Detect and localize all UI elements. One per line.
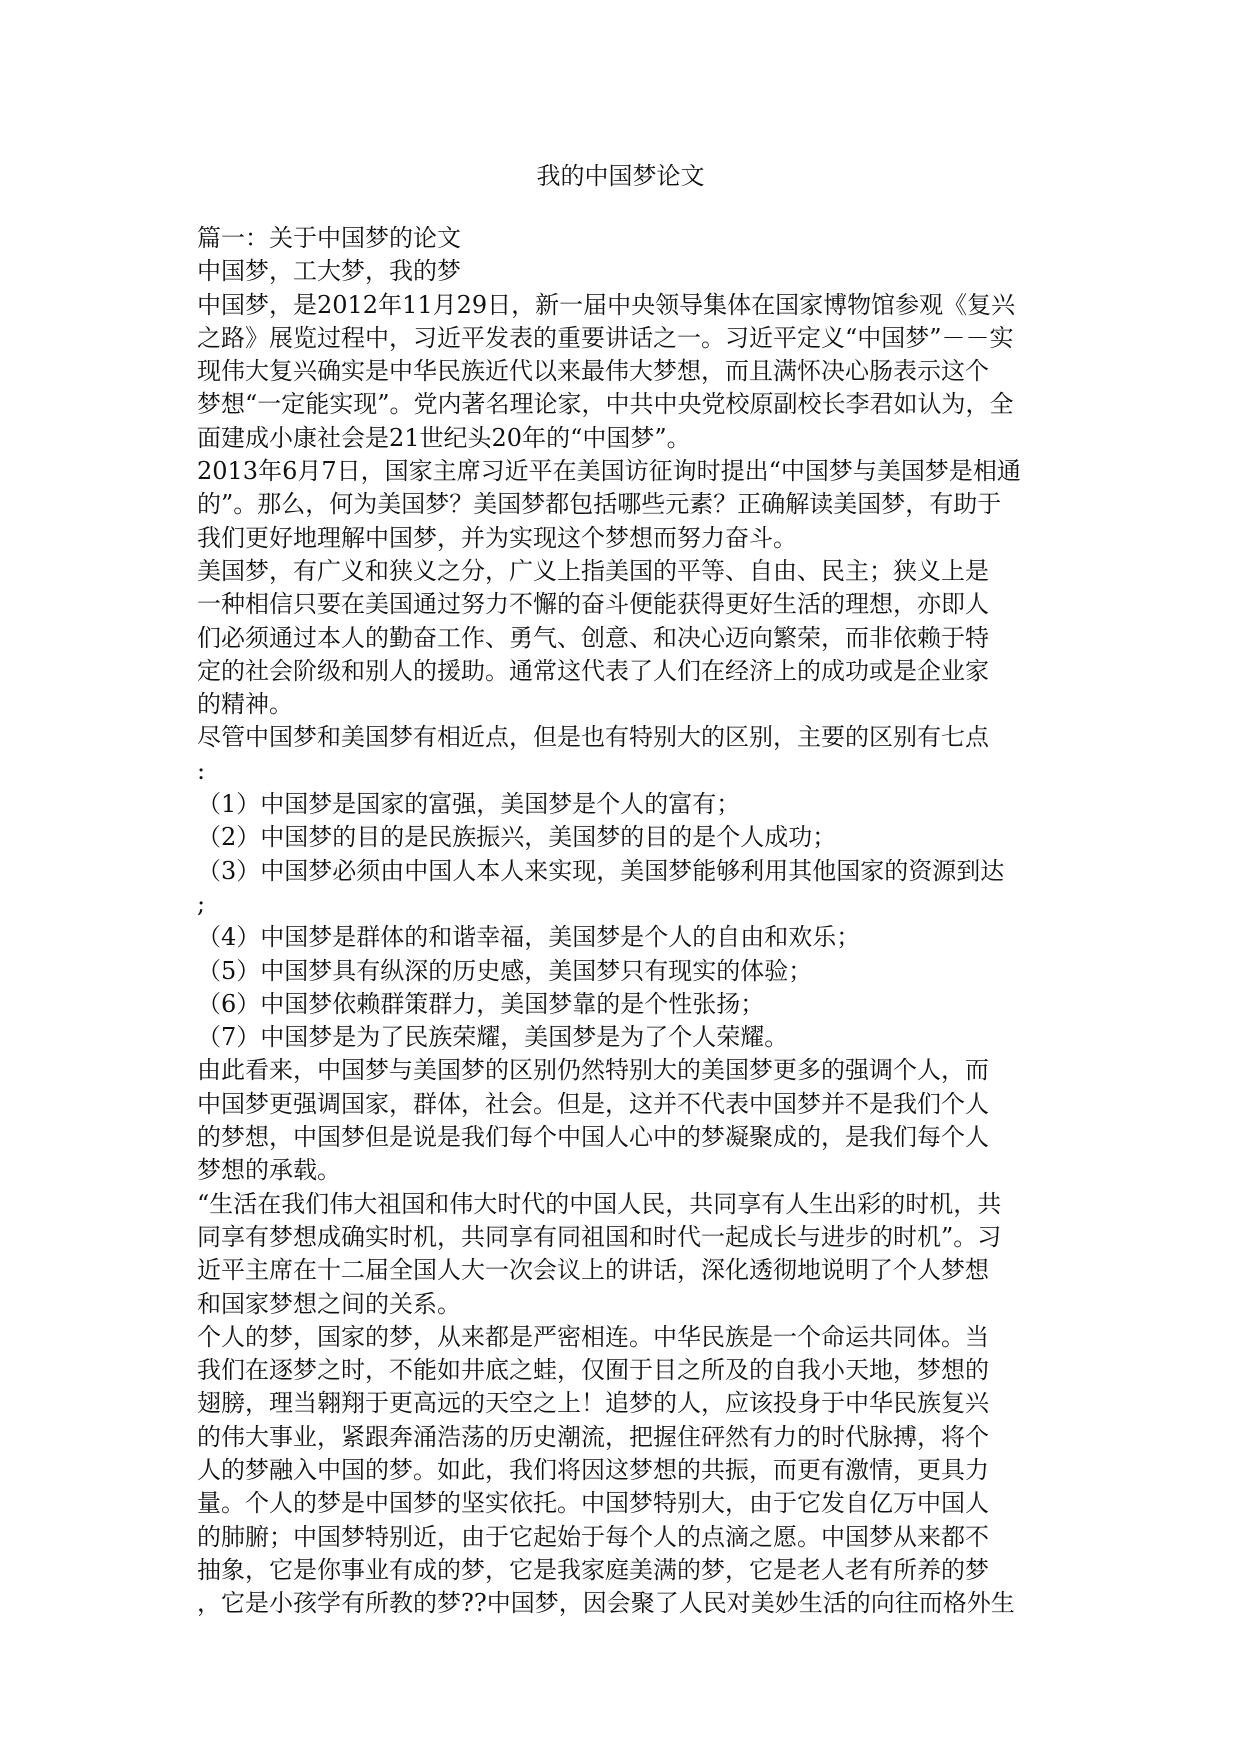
text-line: 美国梦，有广义和狭义之分，广义上指美国的平等、自由、民主；狭义上是	[197, 556, 989, 585]
text-line: 的肺腑；中国梦特别近，由于它起始于每个人的点滴之愿。中国梦从来都不	[197, 1522, 989, 1551]
text-line: 翅膀，理当翱翔于更高远的天空之上！追梦的人，应该投身于中华民族复兴	[197, 1389, 989, 1418]
text-line: （5）中国梦具有纵深的历史感，美国梦只有现实的体验；	[197, 956, 813, 985]
text-line: 中国梦更强调国家，群体，社会。但是，这并不代表中国梦并不是我们个人	[197, 1089, 989, 1118]
text-line: :	[197, 756, 206, 785]
text-line: 和国家梦想之间的关系。	[197, 1289, 461, 1318]
text-line: 现伟大复兴确实是中华民族近代以来最伟大梦想，而且满怀决心肠表示这个	[197, 357, 989, 386]
text-line: 定的社会阶级和别人的援助。通常这代表了人们在经济上的成功或是企业家	[197, 656, 989, 685]
text-line: ;	[197, 889, 206, 918]
text-line: 中国梦，工大梦，我的梦	[197, 257, 461, 286]
text-line: ，它是小孩学有所教的梦??中国梦，因会聚了人民对美妙生活的向往而格外生	[197, 1589, 1015, 1618]
text-line: 梦想“一定能实现”。党内著名理论家，中共中央党校原副校长李君如认为，全	[197, 390, 1014, 419]
text-line: 我们更好地理解中国梦，并为实现这个梦想而努力奋斗。	[197, 523, 797, 552]
text-line: （3）中国梦必须由中国人本人来实现，美国梦能够利用其他国家的资源到达	[197, 856, 1005, 885]
text-line: 我们在逐梦之时，不能如井底之蛙，仅囿于目之所及的自我小天地，梦想的	[197, 1356, 989, 1385]
text-line: 的”。那么，何为美国梦？美国梦都包括哪些元素？正确解读美国梦，有助于	[197, 490, 1002, 519]
text-line: （1）中国梦是国家的富强，美国梦是个人的富有；	[197, 790, 741, 819]
text-line: （4）中国梦是群体的和谐幸福，美国梦是个人的自由和欢乐；	[197, 923, 861, 952]
text-line: 篇一：关于中国梦的论文	[197, 224, 461, 252]
text-line: 面建成小康社会是21世纪头20年的“中国梦”。	[197, 423, 691, 452]
text-line: （6）中国梦依赖群策群力，美国梦靠的是个性张扬；	[197, 989, 765, 1018]
text-line: 尽管中国梦和美国梦有相近点，但是也有特别大的区别，主要的区别有七点	[197, 723, 989, 752]
text-line: 近平主席在十二届全国人大一次会议上的讲话，深化透彻地说明了个人梦想	[197, 1256, 989, 1285]
text-line: 的精神。	[197, 690, 293, 719]
text-line: 中国梦，是2012年11月29日，新一届中央领导集体在国家博物馆参观《复兴	[197, 290, 1016, 319]
text-line: 的伟大事业，紧跟奔涌浩荡的历史潮流，把握住砰然有力的时代脉搏，将个	[197, 1422, 989, 1451]
text-line: 们必须通过本人的勤奋工作、勇气、创意、和决心迈向繁荣，而非依赖于特	[197, 623, 989, 652]
text-line: 梦想的承载。	[197, 1156, 341, 1185]
document-title: 我的中国梦论文	[536, 162, 705, 190]
text-line: 2013年6月7日，国家主席习近平在美国访征询时提出“中国梦与美国梦是相通	[197, 457, 1021, 486]
text-line: （7）中国梦是为了民族荣耀，美国梦是为了个人荣耀。	[197, 1023, 789, 1052]
text-line: 同享有梦想成确实时机，共同享有同祖国和时代一起成长与进步的时机”。习	[197, 1222, 1002, 1251]
text-line: 之路》展览过程中，习近平发表的重要讲话之一。习近平定义“中国梦”－－实	[197, 323, 1014, 352]
text-line: 一种相信只要在美国通过努力不懈的奋斗便能获得更好生活的理想，亦即人	[197, 590, 989, 619]
document-body	[197, 222, 1077, 1620]
text-line: 人的梦融入中国的梦。如此，我们将因这梦想的共振，而更有激情，更具力	[197, 1455, 989, 1484]
text-line: 的梦想，中国梦但是说是我们每个中国人心中的梦凝聚成的，是我们每个人	[197, 1123, 989, 1152]
text-line: 个人的梦，国家的梦，从来都是严密相连。中华民族是一个命运共同体。当	[197, 1322, 989, 1351]
text-line: 量。个人的梦是中国梦的坚实依托。中国梦特别大，由于它发自亿万中国人	[197, 1489, 989, 1518]
text-line: “生活在我们伟大祖国和伟大时代的中国人民，共同享有人生出彩的时机，共	[197, 1189, 1002, 1218]
text-line: 抽象，它是你事业有成的梦，它是我家庭美满的梦，它是老人老有所养的梦	[197, 1555, 989, 1584]
text-line: （2）中国梦的目的是民族振兴，美国梦的目的是个人成功；	[197, 823, 837, 852]
text-line: 由此看来，中国梦与美国梦的区别仍然特别大的美国梦更多的强调个人，而	[197, 1056, 989, 1085]
